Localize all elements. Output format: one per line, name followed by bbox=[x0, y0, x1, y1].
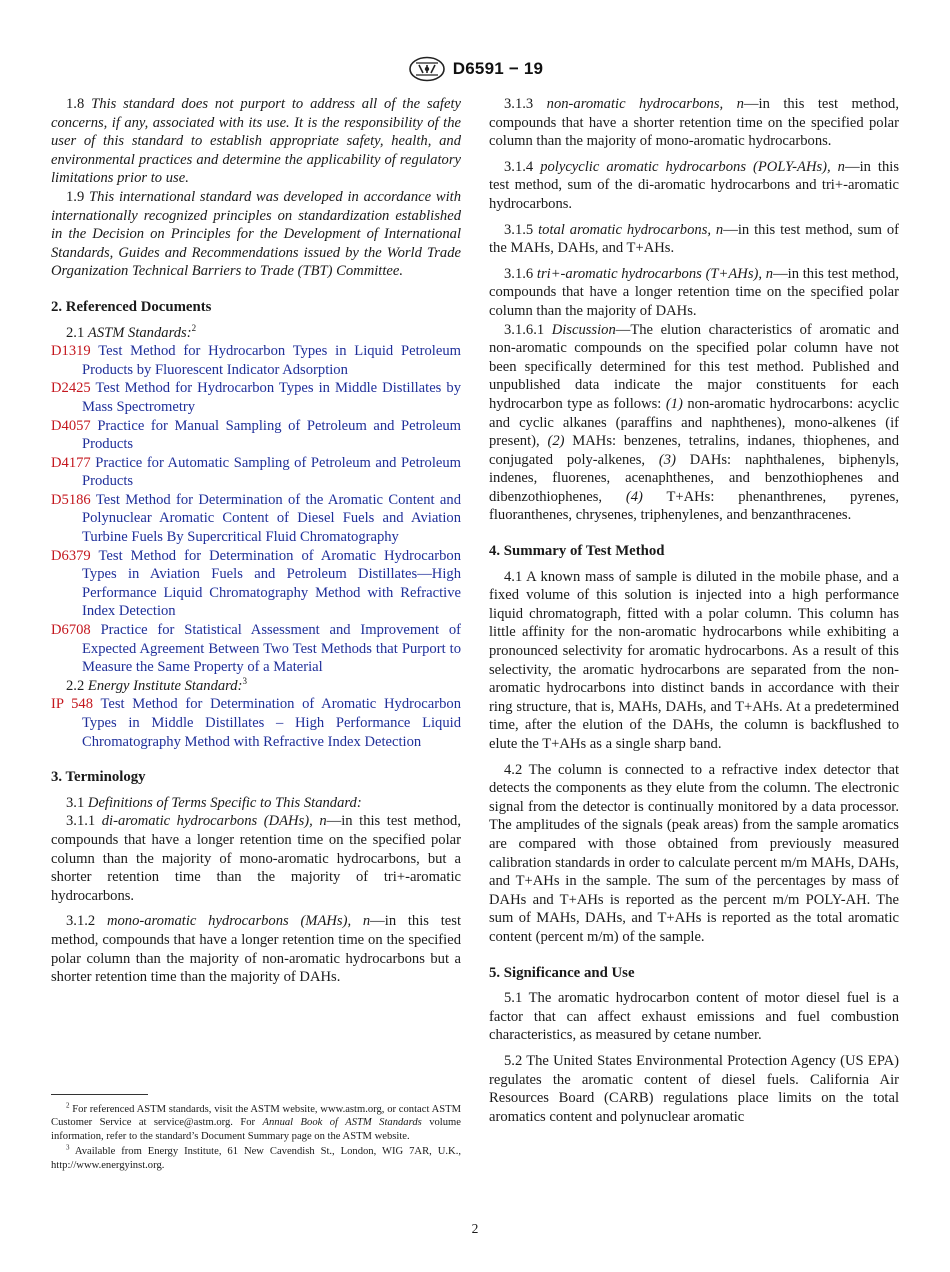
page-number: 2 bbox=[471, 1221, 479, 1236]
paragraph-3-1-2: 3.1.2 mono-aromatic hydrocarbons (MAHs), n—in this test method, compounds that have a longer retention time on the specified polar column than the majority of non-aromatic hydrocarbons but a shorter retention time than the majority of DAHs. bbox=[51, 913, 461, 986]
reference-link[interactable]: D6708 Practice for Statistical Assessment and Improvement of Expected Agreement Between Two Test Methods that Purport to Measure the Same Property of a Material bbox=[51, 622, 461, 676]
paragraph-4-2: 4.2 The column is connected to a refractive index detector that detects the components as they elute from the column. The electronic signal from the detector is continually monitored by a data processor. The amplitudes of the signals (peak areas) from the sample aromatics are compared with those obtained from previously measured calibration standards in order to calculate percent m/m MAHs, DAHs, and T+AHs in the sample. The sum of the percentages by mass of DAHs and T+AHs is reported as the percent m/m POLY-AH. The sum of MAHs, DAHs, and T+AHs is reported as the total aromatic content (percent m/m) of the sample. bbox=[489, 761, 899, 945]
paragraph-5-1: 5.1 The aromatic hydrocarbon content of motor diesel fuel is a factor that can affect exhaust emissions and fuel combustion characteristics, as measured by cetane number. bbox=[489, 990, 899, 1044]
reference-link[interactable]: D2425 Test Method for Hydrocarbon Types in Middle Distillates by Mass Spectrometry bbox=[51, 380, 461, 415]
reference-link[interactable]: IP 548 Test Method for Determination of Aromatic Hydrocarbon Types in Middle Distillates – High Performance Liquid Chromatography Method with Refractive Index Detection bbox=[51, 696, 461, 750]
paragraph-4-1: 4.1 A known mass of sample is diluted in the mobile phase, and a fixed volume of this solution is injected into a high performance liquid chromatograph, fitted with a polar column. This column has little affinity for the non-aromatic hydrocarbons while exhibiting a pronounced selectivity for aromatic hydrocarbons. As a result of this selectivity, the aromatic hydrocarbons are separated from the non-aromatic hydrocarbons into distinct bands in accordance with their ring structure, that is, MAHs, DAHs, and T+AHs. At a predetermined time, after the elution of the DAHs, the column is backflushed to elute the T+AHs as a single sharp band. bbox=[489, 568, 899, 752]
paragraph-3-1-3: 3.1.3 non-aromatic hydrocarbons, n—in this test method, compounds that have a shorter retention time on the specified polar column than the majority of mono-aromatic hydrocarbons. bbox=[489, 96, 899, 150]
paragraph-2-2: 2.2 Energy Institute Standard:$^3$ bbox=[66, 675, 247, 694]
right-column bbox=[489, 95, 899, 1126]
paragraph-5-2: 5.2 The United States Environmental Protection Agency (US EPA) regulates the aromatic content of diesel fuels. California Air Resources Board (CARB) regulations place limits on the total aromatics content and polynuclear aromatic bbox=[489, 1052, 899, 1125]
footnote-divider bbox=[51, 1094, 148, 1095]
page-header bbox=[0, 56, 950, 82]
paragraph-3-1-1: 3.1.1 di-aromatic hydrocarbons (DAHs), n—in this test method, compounds that have a longer retention time on the specified polar column than the majority of mono-aromatic hydrocarbons, but a shorter retention time than the majority of tri+-aromatic hydrocarbons. bbox=[51, 813, 462, 904]
paragraph-1-9: 1.9 This international standard was developed in accordance with internationally recognized principles on standardization established in the Decision on Principles for the Development of International Standards, Guides and Recommendations issued by the World Trade Organization Technical Barriers to Trade (TBT) Committee. bbox=[51, 188, 462, 280]
paragraph-2-1: 2.1 ASTM Standards:$^2$ bbox=[66, 322, 197, 341]
reference-link[interactable]: D1319 Test Method for Hydrocarbon Types in Liquid Petroleum Products by Fluorescent Indicator Adsorption bbox=[51, 343, 461, 378]
astm-reference-list bbox=[51, 342, 461, 677]
paragraph-1-8: 1.8 This standard does not purport to address all of the safety concerns, if any, associated with its use. It is the responsibility of the user of this standard to establish appropriate safety, health, and environmental practices and determine the applicability of regulatory limitations prior to use. bbox=[51, 96, 461, 187]
reference-link[interactable]: D4057 Practice for Manual Sampling of Petroleum and Petroleum Products bbox=[51, 417, 461, 453]
left-column bbox=[51, 95, 461, 987]
document-id: D6591 − 19 bbox=[452, 59, 544, 78]
footnotes bbox=[51, 1094, 461, 1172]
section-4-heading: 4. Summary of Test Method bbox=[489, 543, 665, 560]
paragraph-3-1-4: 3.1.4 polycyclic aromatic hydrocarbons (POLY-AHs), n—in this test method, sum of the di-aromatic hydrocarbons and tri+-aromatic hydrocarbons. bbox=[489, 158, 899, 212]
paragraph-3-1-6-1: 3.1.6.1 Discussion—The elution characteristics of aromatic and non-aromatic compounds on the specified polar column have not been specifically determined for this test method. Published and unpublished data indicate the major constituents for each hydrocarbon type as follows: (1) non-aromatic hydrocarbons: acyclic and cyclic alkanes (paraffins and naphthenes), mono-alkenes (if present), (2) MAHs: benzenes, tetralins, indanes, thiophenes, and conjugated poly-alkenes, (3) DAHs: naphthalenes, biphenyls, indenes, fluorenes, acenaphthenes, and benzothiophenes and dibenzothiophenes, (4) T+AHs: phenanthrenes, pyrenes, fluoranthenes, chrysenes, triphenylenes, and benzanthracenes. bbox=[489, 321, 899, 524]
reference-link[interactable]: D5186 Test Method for Determination of the Aromatic Content and Polynuclear Aromatic Content of Diesel Fuels and Aviation Turbine Fuels By Supercritical Fluid Chromatography bbox=[51, 491, 461, 546]
section-5-heading: 5. Significance and Use bbox=[489, 964, 635, 981]
paragraph-3-1: 3.1 Definitions of Terms Specific to This Standard: bbox=[66, 794, 362, 811]
section-2-heading: 2. Referenced Documents bbox=[51, 298, 212, 315]
section-3-heading: 3. Terminology bbox=[51, 769, 146, 786]
reference-link[interactable]: D4177 Practice for Automatic Sampling of Petroleum and Petroleum Products bbox=[51, 454, 461, 490]
astm-logo-icon bbox=[407, 56, 447, 82]
paragraph-3-1-6: 3.1.6 tri+-aromatic hydrocarbons (T+AHs), n—in this test method, compounds that have a longer retention time on the specified polar column than the majority of DAHs. bbox=[489, 265, 899, 319]
paragraph-3-1-5: 3.1.5 total aromatic hydrocarbons, n—in this test method, sum of the MAHs, DAHs, and T+AHs. bbox=[489, 221, 899, 257]
footnote-3: $^3$ Available from Energy Institute, 61 New Cavendish St., London, WIG 7AR, U.K., http://www.energyinst.org. bbox=[51, 1143, 461, 1171]
reference-link[interactable]: D6379 Test Method for Determination of Aromatic Hydrocarbon Types in Aviation Fuels and Petroleum Distillates—High Performance Liquid Chromatography Method with Refractive Index Detection bbox=[51, 547, 461, 620]
ei-reference-list bbox=[51, 695, 461, 751]
footnote-2: $^2$ For referenced ASTM standards, visit the ASTM website, www.astm.org, or contact ASTM Customer Service at service@astm.org. For Annual Book of ASTM Standards volume information, refer to the standard’s Document Summary page on the ASTM website. bbox=[51, 1101, 461, 1142]
